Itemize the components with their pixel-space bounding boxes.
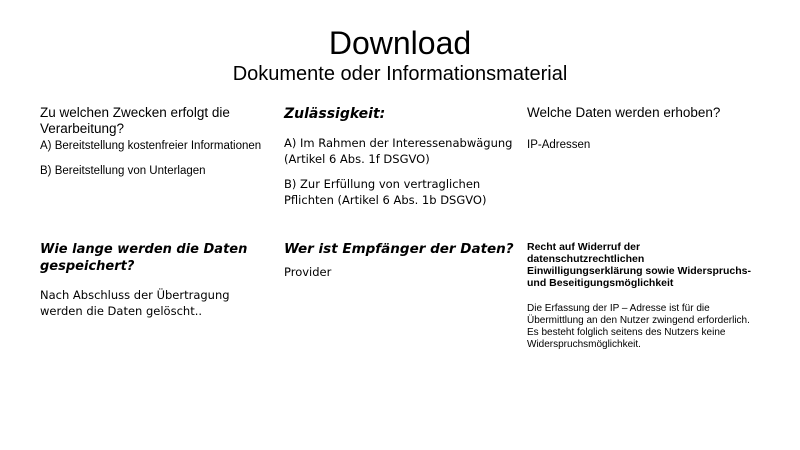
retention-heading: Wie lange werden die Daten gespeichert?: [40, 242, 248, 274]
data-collected-heading: Welche Daten werden erhoben?: [527, 105, 721, 120]
lawfulness-heading: Zulässigkeit:: [284, 106, 386, 122]
lawfulness-item-b: B) Zur Erfüllung von vertraglichen Pflichten (Artikel 6 Abs. 1b DSGVO): [284, 177, 487, 207]
objection-section: [527, 241, 752, 351]
retention-value: Nach Abschluss der Übertragung werden die Daten gelöscht..: [40, 288, 230, 318]
lawfulness-section: [284, 105, 514, 208]
objection-value: Die Erfassung der IP – Adresse ist für die Übermittlung an den Nutzer zwingend erforderlich. Es besteht folglich seitens des Nutzers keine Widerspruchsmöglichkeit.: [527, 303, 750, 350]
purposes-item-a: A) Bereitstellung kostenfreier Informationen: [40, 140, 262, 152]
purposes-heading: Zu welchen Zwecken erfolgt die Verarbeitung?: [40, 105, 230, 136]
purposes-section: [40, 105, 270, 178]
lawfulness-item-a: A) Im Rahmen der Interessenabwägung (Artikel 6 Abs. 1f DSGVO): [284, 136, 513, 166]
recipient-value: Provider: [284, 265, 332, 279]
recipient-section: [284, 241, 514, 280]
recipient-heading: Wer ist Empfänger der Daten?: [284, 241, 514, 257]
retention-section: [40, 241, 270, 319]
data-collected-section: [527, 105, 752, 152]
data-collected-value: IP-Adressen: [527, 139, 591, 151]
objection-heading: Recht auf Widerruf der datenschutzrechtlichen Einwilligungserklärung sowie Widerspruchs- und Beseitigungsmöglichkeit: [527, 241, 751, 289]
page-title: Download: [328, 25, 472, 61]
page-subtitle: Dokumente oder Informationsmaterial: [232, 63, 568, 85]
purposes-item-b: B) Bereitstellung von Unterlagen: [40, 165, 206, 177]
